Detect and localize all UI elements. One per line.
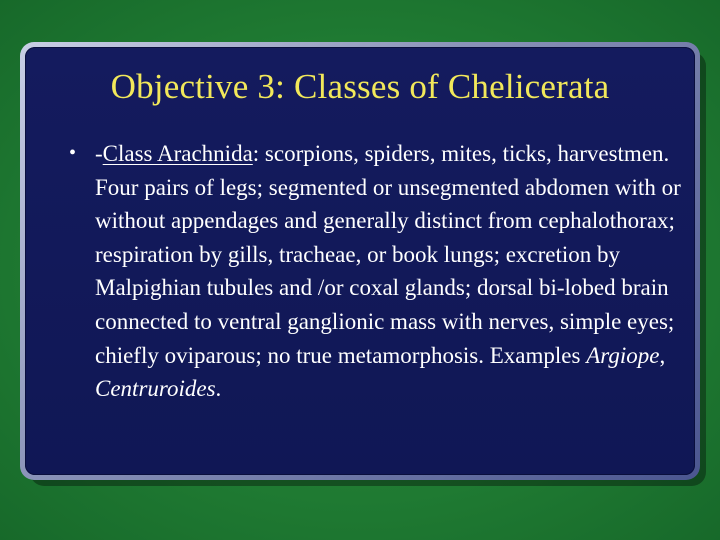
sentence-end: .	[215, 376, 222, 402]
example-separator: ,	[659, 342, 666, 368]
bullet-icon: •	[69, 142, 77, 164]
example-genus-1: Argiope	[586, 342, 660, 368]
example-genus-2: Centruroides	[95, 376, 216, 402]
slide-title: Objective 3: Classes of Chelicerata	[110, 67, 610, 106]
class-description: : scorpions, spiders, mites, ticks, harvestmen. Four pairs of legs; segmented or unsegmented abdomen with or without appendages and generally distinct from cephalothorax; respiration by gills, tracheae, or book lungs; excretion by Malpighian tubules and /or coxal glands; dorsal bi-lobed brain connected to ventral ganglionic mass with nerves, simple eyes; chiefly oviparous; no true metamorphosis. Examples	[95, 141, 681, 368]
slide-body	[69, 137, 699, 406]
content-panel	[20, 42, 700, 480]
content-panel-inner	[25, 47, 695, 475]
bullet-dash: -	[95, 141, 103, 166]
bullet-content	[95, 137, 699, 406]
class-term: Class Arachnida	[102, 141, 253, 166]
bullet-item	[69, 137, 699, 406]
